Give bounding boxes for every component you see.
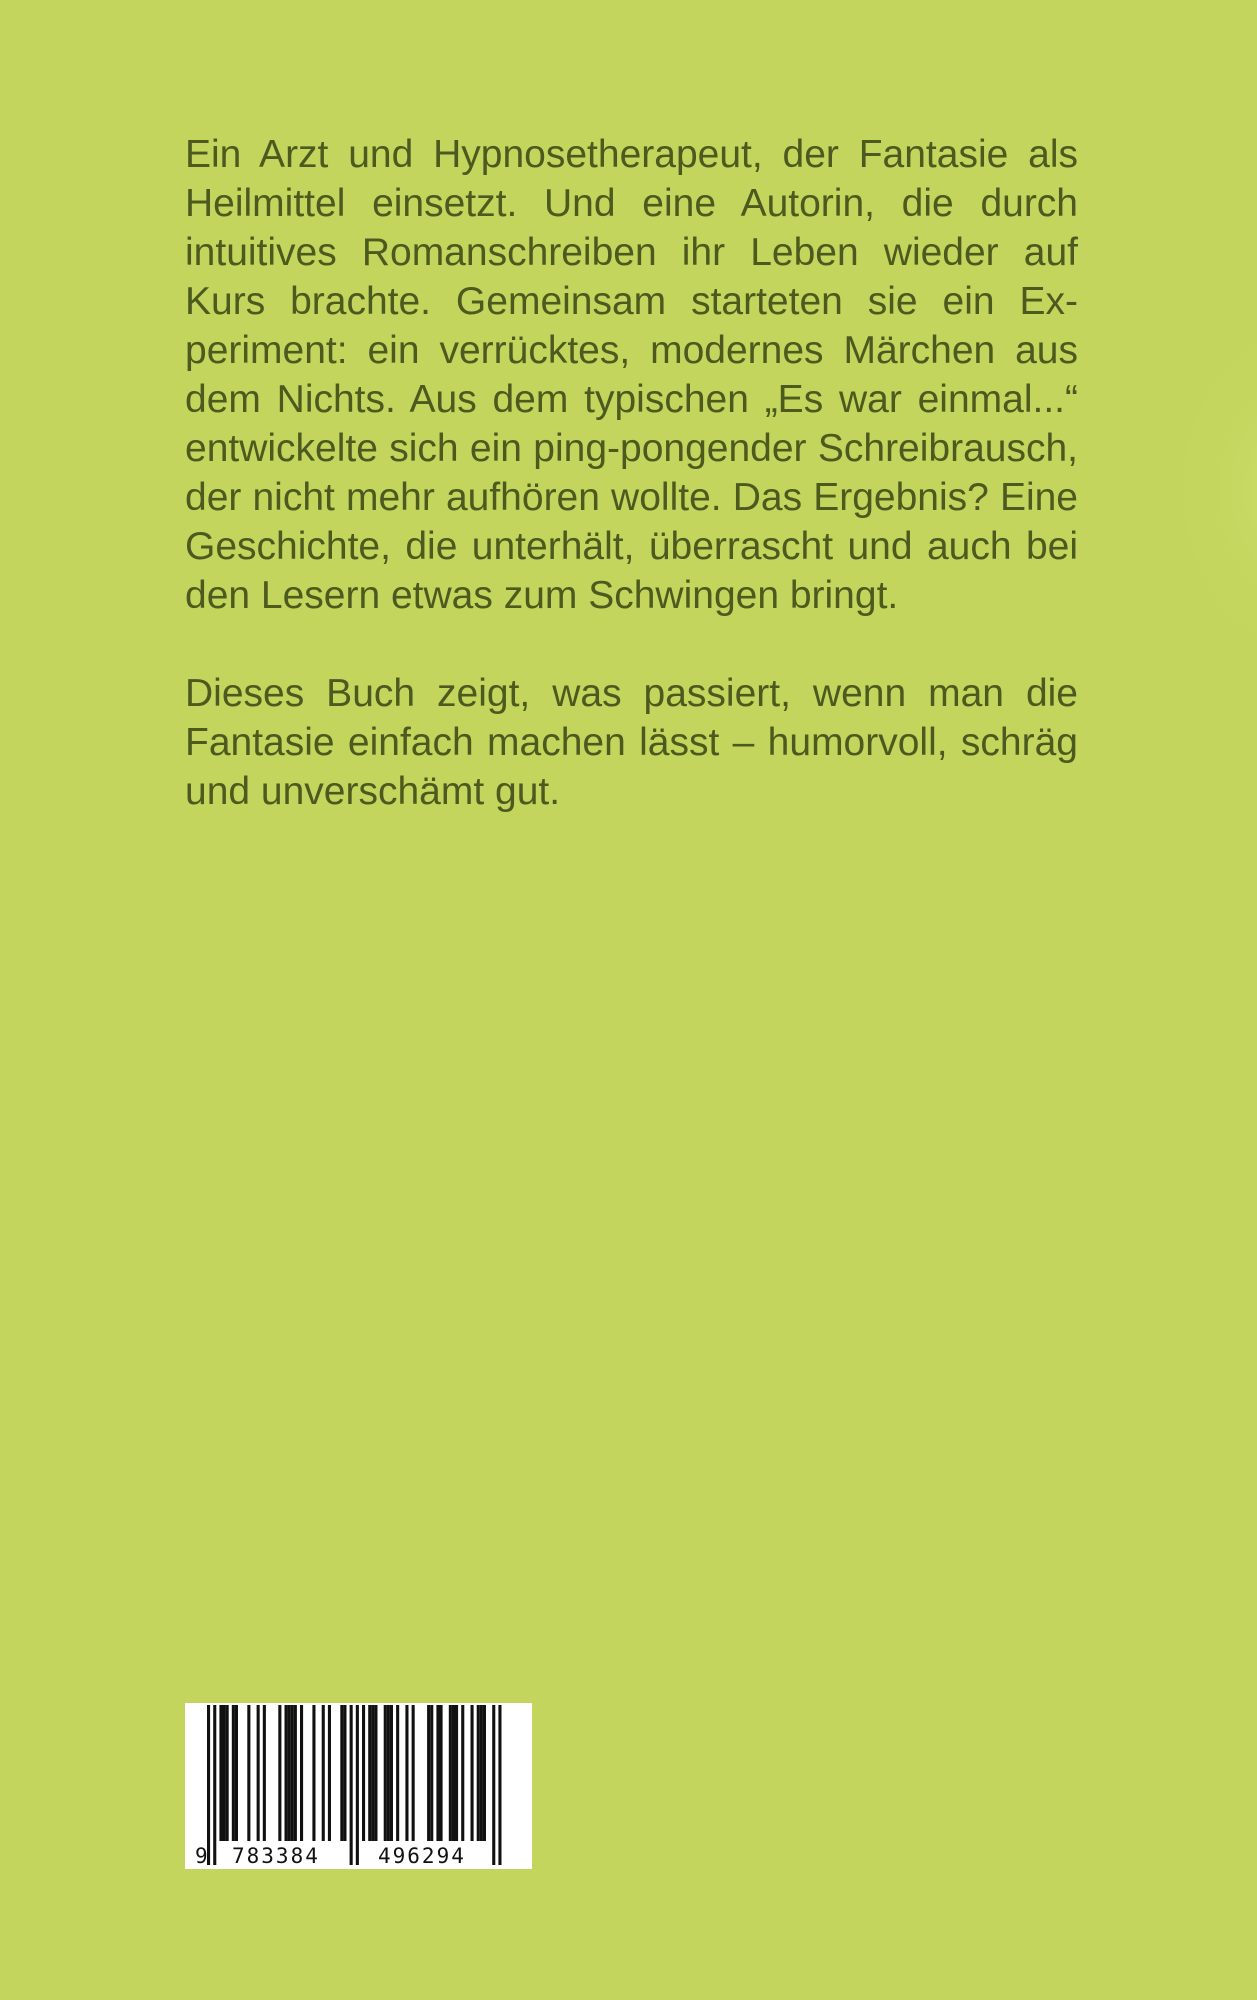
barcode-bar <box>430 1705 433 1841</box>
barcode-bar <box>328 1705 331 1841</box>
barcode-bar <box>288 1705 291 1841</box>
barcode-bar <box>285 1705 288 1841</box>
barcode-bar <box>390 1705 393 1841</box>
barcode-bar <box>312 1705 315 1841</box>
isbn-barcode <box>185 1703 532 1869</box>
barcode-bar <box>300 1705 303 1841</box>
barcode-bar <box>223 1705 226 1841</box>
back-cover-blurb <box>185 130 1078 816</box>
barcode-bar <box>455 1705 458 1841</box>
barcode-bar <box>471 1705 474 1841</box>
barcode-bar <box>374 1705 377 1841</box>
barcode-guard-bar <box>492 1705 495 1865</box>
barcode-bar <box>291 1705 294 1841</box>
background-glow <box>1180 330 1257 650</box>
barcode-bar <box>371 1705 374 1841</box>
barcode-bar <box>440 1705 443 1841</box>
barcode-bar <box>452 1705 455 1841</box>
barcode-bar <box>449 1705 452 1841</box>
barcode-bar <box>483 1705 486 1841</box>
barcode-bar <box>396 1705 399 1841</box>
barcode-first-digit: 9 <box>195 1844 210 1868</box>
barcode-bar <box>322 1705 325 1841</box>
barcode-bar <box>232 1705 235 1841</box>
barcode-bar <box>257 1705 260 1841</box>
barcode-bar <box>362 1705 365 1841</box>
barcode-bar <box>368 1705 371 1841</box>
barcode-bar <box>235 1705 238 1841</box>
barcode-bar <box>226 1705 229 1841</box>
barcode-guard-bar <box>213 1705 216 1865</box>
barcode-guard-bar <box>356 1705 359 1865</box>
barcode-bar <box>412 1705 415 1841</box>
barcode-bar <box>343 1705 346 1841</box>
barcode-guard-bar <box>207 1705 210 1865</box>
barcode-bar <box>384 1705 387 1841</box>
barcode-right-digits: 496294 <box>378 1844 466 1868</box>
barcode-bar <box>340 1705 343 1841</box>
barcode-guard-bar <box>350 1705 353 1865</box>
blurb-paragraph-2: Dieses Buch zeigt, was passiert, wenn man die Fantasie einfach machen lässt – humorvoll, schräg und unverschämt gut. <box>185 672 1078 813</box>
barcode-bar <box>263 1705 266 1841</box>
barcode-bar <box>219 1705 222 1841</box>
barcode-bar <box>427 1705 430 1841</box>
barcode-bar <box>480 1705 483 1841</box>
blurb-paragraph-1: Ein Arzt und Hypnosetherapeut, der Fantasie als Heilmittel einsetzt. Und eine Autorin, die durch intuitives Romanschreiben ihr Leben wieder auf Kurs brachte. Gemeinsam starteten sie ein Experiment: ein verrücktes, modernes Märchen aus dem Nichts. Aus dem typischen „Es war einmal...“ entwickelte sich ein ping-pongender Schreibrausch, der nicht mehr aufhören wollte. Das Ergebnis? Eine Geschichte, die unterhält, überrascht und auch bei den Lesern etwas zum Schwingen bringt. <box>185 133 1078 617</box>
barcode-bar <box>405 1705 408 1841</box>
barcode-bar <box>387 1705 390 1841</box>
barcode-bar <box>461 1705 464 1841</box>
barcode-bar <box>278 1705 281 1841</box>
barcode-bar <box>477 1705 480 1841</box>
barcode-bar <box>294 1705 297 1841</box>
barcode-left-digits: 783384 <box>232 1844 320 1868</box>
barcode-bar <box>247 1705 250 1841</box>
barcode-bar <box>436 1705 439 1841</box>
barcode-guard-bar <box>498 1705 501 1865</box>
